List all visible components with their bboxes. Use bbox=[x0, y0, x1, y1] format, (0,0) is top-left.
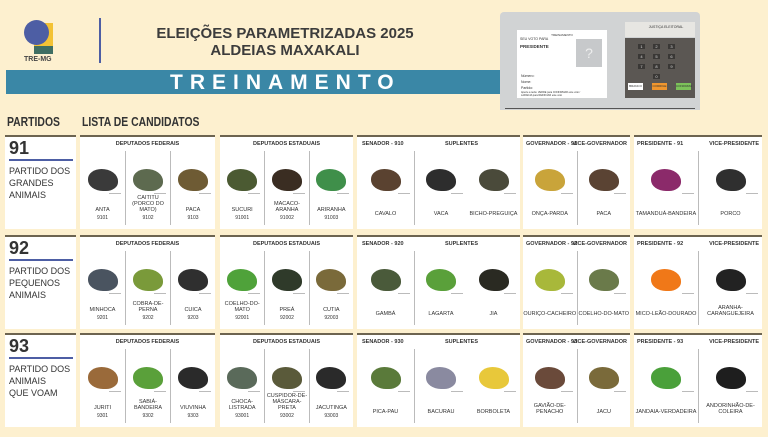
state-deputies-card bbox=[220, 135, 353, 229]
candidate bbox=[523, 349, 577, 423]
tre-mg-logo bbox=[22, 18, 64, 66]
governor-card bbox=[523, 235, 630, 329]
state-deputies-card bbox=[220, 235, 353, 329]
federal-deputies-card bbox=[80, 333, 215, 427]
maxakali-caption bbox=[398, 293, 410, 294]
key-5: 5 bbox=[653, 54, 660, 59]
candidate-name: CAITITU (PORCO DO MATO) bbox=[132, 195, 164, 213]
candidate-number: 9201 bbox=[96, 315, 109, 321]
key-4: 4 bbox=[638, 54, 645, 59]
candidate-illustration bbox=[535, 367, 565, 389]
candidate bbox=[309, 349, 353, 423]
candidate-illustration bbox=[479, 269, 509, 291]
maxakali-caption bbox=[199, 193, 211, 194]
maxakali-caption bbox=[614, 391, 626, 392]
candidate-name: BORBOLETA bbox=[476, 409, 511, 415]
candidate bbox=[414, 151, 467, 225]
alternates-title: SUPLENTES bbox=[445, 241, 479, 247]
maxakali-caption bbox=[504, 293, 516, 294]
urna-base bbox=[505, 108, 695, 112]
candidate-name: COBRA-DE-PERNA bbox=[132, 301, 164, 313]
candidate bbox=[125, 251, 170, 325]
pres-title: PRESIDENTE - 91 bbox=[637, 141, 684, 147]
candidate-name: SUCURI bbox=[231, 207, 253, 213]
title-line-1: ELEIÇÕES PARAMETRIZADAS 2025 bbox=[156, 25, 414, 42]
candidate bbox=[414, 349, 467, 423]
divider bbox=[99, 18, 101, 63]
maxakali-caption bbox=[154, 293, 166, 294]
candidate bbox=[357, 251, 414, 325]
party-underline bbox=[9, 159, 73, 161]
candidate-name: MACACO-ARANHA bbox=[274, 201, 300, 213]
banner bbox=[6, 70, 526, 94]
candidate bbox=[634, 251, 698, 325]
party-name bbox=[9, 265, 70, 301]
candidate-illustration bbox=[651, 169, 681, 191]
candidate-name: ARIRANHA bbox=[317, 207, 346, 213]
candidate bbox=[357, 151, 414, 225]
candidate-illustration bbox=[316, 269, 346, 291]
candidate bbox=[170, 349, 215, 423]
candidate-name: JURITI bbox=[93, 405, 112, 411]
candidate bbox=[264, 251, 308, 325]
candidate bbox=[523, 251, 577, 325]
candidate-number: 9301 bbox=[96, 413, 109, 419]
candidate-number: 93001 bbox=[235, 413, 250, 419]
candidate bbox=[698, 251, 762, 325]
candidate-illustration bbox=[133, 367, 163, 389]
president-card bbox=[634, 135, 762, 229]
candidate-illustration bbox=[589, 367, 619, 389]
candidate bbox=[264, 151, 308, 225]
party-name-line: QUE VOAM bbox=[9, 388, 58, 398]
maxakali-caption bbox=[504, 391, 516, 392]
group-title: DEPUTADOS FEDERAIS bbox=[115, 141, 180, 147]
alternates-title: SUPLENTES bbox=[445, 141, 479, 147]
senator-title: SENADOR - 930 bbox=[362, 339, 404, 345]
group-title: DEPUTADOS FEDERAIS bbox=[115, 339, 180, 345]
maxakali-caption bbox=[248, 193, 260, 194]
candidate-illustration bbox=[589, 269, 619, 291]
party-name-line: ANIMAIS bbox=[9, 190, 47, 200]
candidate bbox=[80, 151, 125, 225]
candidate bbox=[80, 251, 125, 325]
candidate-name: PORCO bbox=[720, 211, 741, 217]
maxakali-caption bbox=[337, 391, 349, 392]
party-name-line: ANIMAIS bbox=[9, 290, 47, 300]
banner-text: TREINAMENTO bbox=[170, 71, 401, 94]
candidate bbox=[220, 251, 264, 325]
maxakali-caption bbox=[682, 193, 694, 194]
president-card bbox=[634, 333, 762, 427]
party-name-line: PARTIDO DOS bbox=[9, 266, 71, 276]
candidate-name: MICO-LEÃO-DOURADO bbox=[635, 311, 697, 317]
party-card-92 bbox=[5, 235, 76, 329]
candidate-name: JACUTINGA bbox=[315, 405, 347, 411]
key-6: 6 bbox=[668, 54, 675, 59]
candidate-name: VACA bbox=[433, 211, 449, 217]
candidate-name: LAGARTA bbox=[428, 311, 454, 317]
gov-vice-title: VICE-GOVERNADOR bbox=[572, 241, 627, 247]
gov-vice-title: VICE-GOVERNADOR bbox=[572, 141, 627, 147]
gov-title: GOVERNADOR - 91 bbox=[526, 141, 578, 147]
candidate-number: 9202 bbox=[142, 315, 154, 321]
maxakali-caption bbox=[293, 293, 305, 294]
maxakali-caption bbox=[109, 293, 121, 294]
candidate-illustration bbox=[651, 367, 681, 389]
key-3: 3 bbox=[668, 44, 675, 49]
party-name-line: GRANDES bbox=[9, 178, 54, 188]
maxakali-caption bbox=[248, 391, 260, 392]
maxakali-caption bbox=[337, 193, 349, 194]
party-number: 93 bbox=[9, 336, 30, 356]
maxakali-caption bbox=[746, 193, 758, 194]
maxakali-caption bbox=[561, 293, 573, 294]
logo-text: TRE-MG bbox=[24, 56, 52, 63]
candidate-illustration bbox=[178, 269, 208, 291]
candidate-number: 9103 bbox=[187, 215, 199, 221]
candidate-number: 91003 bbox=[324, 215, 339, 221]
maxakali-caption bbox=[199, 293, 211, 294]
party-card-93 bbox=[5, 333, 76, 427]
maxakali-caption bbox=[561, 193, 573, 194]
maxakali-caption bbox=[614, 193, 626, 194]
candidate-illustration bbox=[371, 169, 401, 191]
candidate-illustration bbox=[479, 169, 509, 191]
candidate-name: PICA-PAU bbox=[372, 409, 399, 415]
candidate-name: GAVIÃO-DE-PENACHO bbox=[533, 403, 566, 415]
candidate bbox=[125, 151, 170, 225]
candidate bbox=[80, 349, 125, 423]
candidate-number: 9302 bbox=[142, 413, 154, 419]
maxakali-caption bbox=[398, 391, 410, 392]
candidate-name: ONÇA-PARDA bbox=[531, 211, 568, 217]
title-line-2: ALDEIAS MAXAKALI bbox=[210, 42, 360, 59]
urna-keypad bbox=[625, 38, 695, 98]
gov-title: GOVERNADOR - 92 bbox=[526, 241, 578, 247]
pres-vice-title: VICE-PRESIDENTE bbox=[709, 241, 759, 247]
candidate-illustration bbox=[88, 269, 118, 291]
candidate-illustration bbox=[535, 169, 565, 191]
candidate-illustration bbox=[371, 269, 401, 291]
candidate-illustration bbox=[426, 269, 456, 291]
candidate-illustration bbox=[133, 269, 163, 291]
senate-card bbox=[357, 333, 520, 427]
alternates-title: SUPLENTES bbox=[445, 339, 479, 345]
key-0: 0 bbox=[653, 74, 660, 79]
party-name-line: PARTIDO DOS bbox=[9, 166, 71, 176]
candidate bbox=[309, 251, 353, 325]
maxakali-caption bbox=[398, 193, 410, 194]
candidate bbox=[577, 349, 631, 423]
candidate bbox=[467, 251, 520, 325]
candidate-name: TAMANDUÁ-BANDEIRA bbox=[635, 211, 697, 217]
candidate-name: COELHO-DO-MATO bbox=[224, 301, 260, 313]
urna-screen bbox=[517, 30, 607, 98]
group-title: DEPUTADOS ESTADUAIS bbox=[252, 241, 321, 247]
governor-card bbox=[523, 135, 630, 229]
candidate-name: COELHO-DO-MATO bbox=[578, 311, 630, 317]
senate-card bbox=[357, 235, 520, 329]
maxakali-caption bbox=[109, 391, 121, 392]
candidate-illustration bbox=[651, 269, 681, 291]
candidate-name: GAMBÁ bbox=[375, 311, 396, 317]
candidate-name: MINHOCA bbox=[89, 307, 116, 313]
candidate-name: ANDORINHÃO-DE-COLEIRA bbox=[706, 403, 755, 415]
candidate-number: 9303 bbox=[187, 413, 199, 419]
maxakali-caption bbox=[682, 391, 694, 392]
party-name-line: ANIMAIS bbox=[9, 376, 47, 386]
pres-vice-title: VICE-PRESIDENTE bbox=[709, 339, 759, 345]
candidate-name: ARANHA-CARANGUEJEIRA bbox=[707, 305, 754, 317]
candidate-illustration bbox=[227, 169, 257, 191]
president-card bbox=[634, 235, 762, 329]
candidate-illustration bbox=[535, 269, 565, 291]
candidate-number: 91001 bbox=[235, 215, 250, 221]
candidate bbox=[309, 151, 353, 225]
senator-title: SENADOR - 910 bbox=[362, 141, 404, 147]
candidate bbox=[577, 151, 631, 225]
candidate bbox=[414, 251, 467, 325]
parties-heading: PARTIDOS bbox=[7, 114, 60, 129]
candidate-illustration bbox=[88, 169, 118, 191]
confirma-key: CONFIRMA bbox=[676, 84, 692, 88]
candidate-name: PACA bbox=[596, 211, 612, 217]
party-name-line: PEQUENOS bbox=[9, 278, 61, 288]
pres-vice-title: VICE-PRESIDENTE bbox=[709, 141, 759, 147]
candidate-illustration bbox=[716, 269, 746, 291]
candidate-illustration bbox=[426, 367, 456, 389]
key-7: 7 bbox=[638, 64, 645, 69]
candidate-illustration bbox=[716, 169, 746, 191]
gov-vice-title: VICE-GOVERNADOR bbox=[572, 339, 627, 345]
candidate-number: 92001 bbox=[235, 315, 250, 321]
screen-title: TREINAMENTO bbox=[551, 33, 573, 37]
candidate bbox=[467, 349, 520, 423]
key-2: 2 bbox=[653, 44, 660, 49]
federal-deputies-card bbox=[80, 135, 215, 229]
maxakali-caption bbox=[154, 193, 166, 194]
maxakali-caption bbox=[199, 391, 211, 392]
candidate-illustration bbox=[426, 169, 456, 191]
candidate bbox=[170, 251, 215, 325]
candidate bbox=[698, 151, 762, 225]
key-8: 8 bbox=[653, 64, 660, 69]
candidate-illustration bbox=[371, 367, 401, 389]
senate-card bbox=[357, 135, 520, 229]
maxakali-caption bbox=[337, 293, 349, 294]
candidate bbox=[220, 151, 264, 225]
branco-key: BRANCO bbox=[629, 84, 642, 88]
page-title bbox=[140, 25, 430, 59]
candidate-name: OURIÇO-CACHEIRO bbox=[523, 311, 577, 317]
candidate-number: 93002 bbox=[280, 413, 294, 419]
candidate-name: CUICA bbox=[184, 307, 202, 313]
candidate-number: 9102 bbox=[142, 215, 154, 221]
screen-footer: Aperte a tecla: VERDE para CONFIRMAR este voto / LARANJA para REINICIAR este voto bbox=[521, 91, 581, 97]
party-name bbox=[9, 363, 70, 399]
group-title: DEPUTADOS ESTADUAIS bbox=[252, 141, 321, 147]
party-number: 92 bbox=[9, 238, 30, 258]
candidate-number: 9101 bbox=[96, 215, 109, 221]
party-field-label: Partido: bbox=[521, 86, 534, 90]
candidate-name: JANDAIA-VERDADEIRA bbox=[635, 409, 697, 415]
candidate-illustration bbox=[316, 169, 346, 191]
urna-brand: JUSTIÇA ELEITORAL bbox=[625, 22, 695, 37]
candidate-illustration bbox=[272, 269, 302, 291]
candidate bbox=[634, 349, 698, 423]
maxakali-caption bbox=[451, 293, 463, 294]
candidate-name: BACURAU bbox=[427, 409, 455, 415]
candidates-heading: LISTA DE CANDIDATOS bbox=[82, 114, 200, 129]
maxakali-caption bbox=[154, 391, 166, 392]
key-9: 9 bbox=[668, 64, 675, 69]
key-1: 1 bbox=[638, 44, 645, 49]
office-label: PRESIDENTE bbox=[520, 44, 549, 49]
candidate bbox=[264, 349, 308, 423]
candidate bbox=[125, 349, 170, 423]
candidate-name: CUTIA bbox=[323, 307, 340, 313]
candidate-illustration bbox=[178, 367, 208, 389]
maxakali-caption bbox=[293, 193, 305, 194]
candidate-illustration bbox=[716, 367, 746, 389]
candidate bbox=[698, 349, 762, 423]
maxakali-caption bbox=[746, 293, 758, 294]
candidate-name: CUSPIDOR-DE-MÁSCARA-PRETA bbox=[266, 393, 308, 411]
photo-placeholder: ? bbox=[576, 39, 602, 67]
voting-machine-illustration bbox=[500, 12, 700, 110]
candidate-number: 92002 bbox=[280, 315, 294, 321]
maxakali-caption bbox=[451, 391, 463, 392]
candidate-number: 91002 bbox=[280, 215, 294, 221]
vote-for-label: SEU VOTO PARA bbox=[520, 37, 549, 41]
candidate-illustration bbox=[178, 169, 208, 191]
pres-title: PRESIDENTE - 92 bbox=[637, 241, 684, 247]
candidate-number: 9203 bbox=[187, 315, 199, 321]
candidate-name: BICHO-PREGUIÇA bbox=[469, 211, 518, 217]
candidate-name: PREÁ bbox=[279, 307, 295, 313]
candidate-number: 92003 bbox=[324, 315, 339, 321]
candidate-illustration bbox=[272, 367, 302, 389]
name-field-label: Nome: bbox=[521, 80, 532, 84]
candidate-illustration bbox=[479, 367, 509, 389]
candidate-number: 93003 bbox=[324, 413, 339, 419]
group-title: DEPUTADOS ESTADUAIS bbox=[252, 339, 321, 345]
governor-card bbox=[523, 333, 630, 427]
state-deputies-card bbox=[220, 333, 353, 427]
senator-title: SENADOR - 920 bbox=[362, 241, 404, 247]
maxakali-caption bbox=[746, 391, 758, 392]
pres-title: PRESIDENTE - 93 bbox=[637, 339, 684, 345]
candidate bbox=[523, 151, 577, 225]
candidate-illustration bbox=[227, 367, 257, 389]
candidate bbox=[357, 349, 414, 423]
candidate-name: CHOCA-LISTRADA bbox=[228, 399, 256, 411]
candidate bbox=[634, 151, 698, 225]
candidate bbox=[577, 251, 631, 325]
candidate-illustration bbox=[227, 269, 257, 291]
party-underline bbox=[9, 259, 73, 261]
maxakali-caption bbox=[561, 391, 573, 392]
gov-title: GOVERNADOR - 93 bbox=[526, 339, 578, 345]
candidate-illustration bbox=[272, 169, 302, 191]
candidate-name: SABIÁ-BANDEIRA bbox=[133, 399, 163, 411]
party-card-91 bbox=[5, 135, 76, 229]
maxakali-caption bbox=[614, 293, 626, 294]
maxakali-caption bbox=[504, 193, 516, 194]
number-field-label: Número: bbox=[521, 74, 535, 78]
maxakali-caption bbox=[248, 293, 260, 294]
candidate-illustration bbox=[88, 367, 118, 389]
maxakali-caption bbox=[293, 391, 305, 392]
group-title: DEPUTADOS FEDERAIS bbox=[115, 241, 180, 247]
maxakali-caption bbox=[109, 193, 121, 194]
candidate-name: JIA bbox=[489, 311, 498, 317]
party-name bbox=[9, 165, 70, 201]
party-name-line: PARTIDO DOS bbox=[9, 364, 71, 374]
candidate-name: ANTA bbox=[95, 207, 110, 213]
candidate-illustration bbox=[133, 169, 163, 191]
maxakali-caption bbox=[682, 293, 694, 294]
federal-deputies-card bbox=[80, 235, 215, 329]
candidate-name: JACU bbox=[596, 409, 611, 415]
maxakali-caption bbox=[451, 193, 463, 194]
candidate bbox=[170, 151, 215, 225]
party-underline bbox=[9, 357, 73, 359]
candidate-illustration bbox=[316, 367, 346, 389]
candidate-name: VIUVINHA bbox=[180, 405, 206, 411]
candidate bbox=[467, 151, 520, 225]
candidate-name: PACA bbox=[185, 207, 201, 213]
candidate-illustration bbox=[589, 169, 619, 191]
candidate-name: CAVALO bbox=[374, 211, 397, 217]
party-number: 91 bbox=[9, 138, 30, 158]
candidate bbox=[220, 349, 264, 423]
corrige-key: CORRIGE bbox=[652, 84, 667, 88]
